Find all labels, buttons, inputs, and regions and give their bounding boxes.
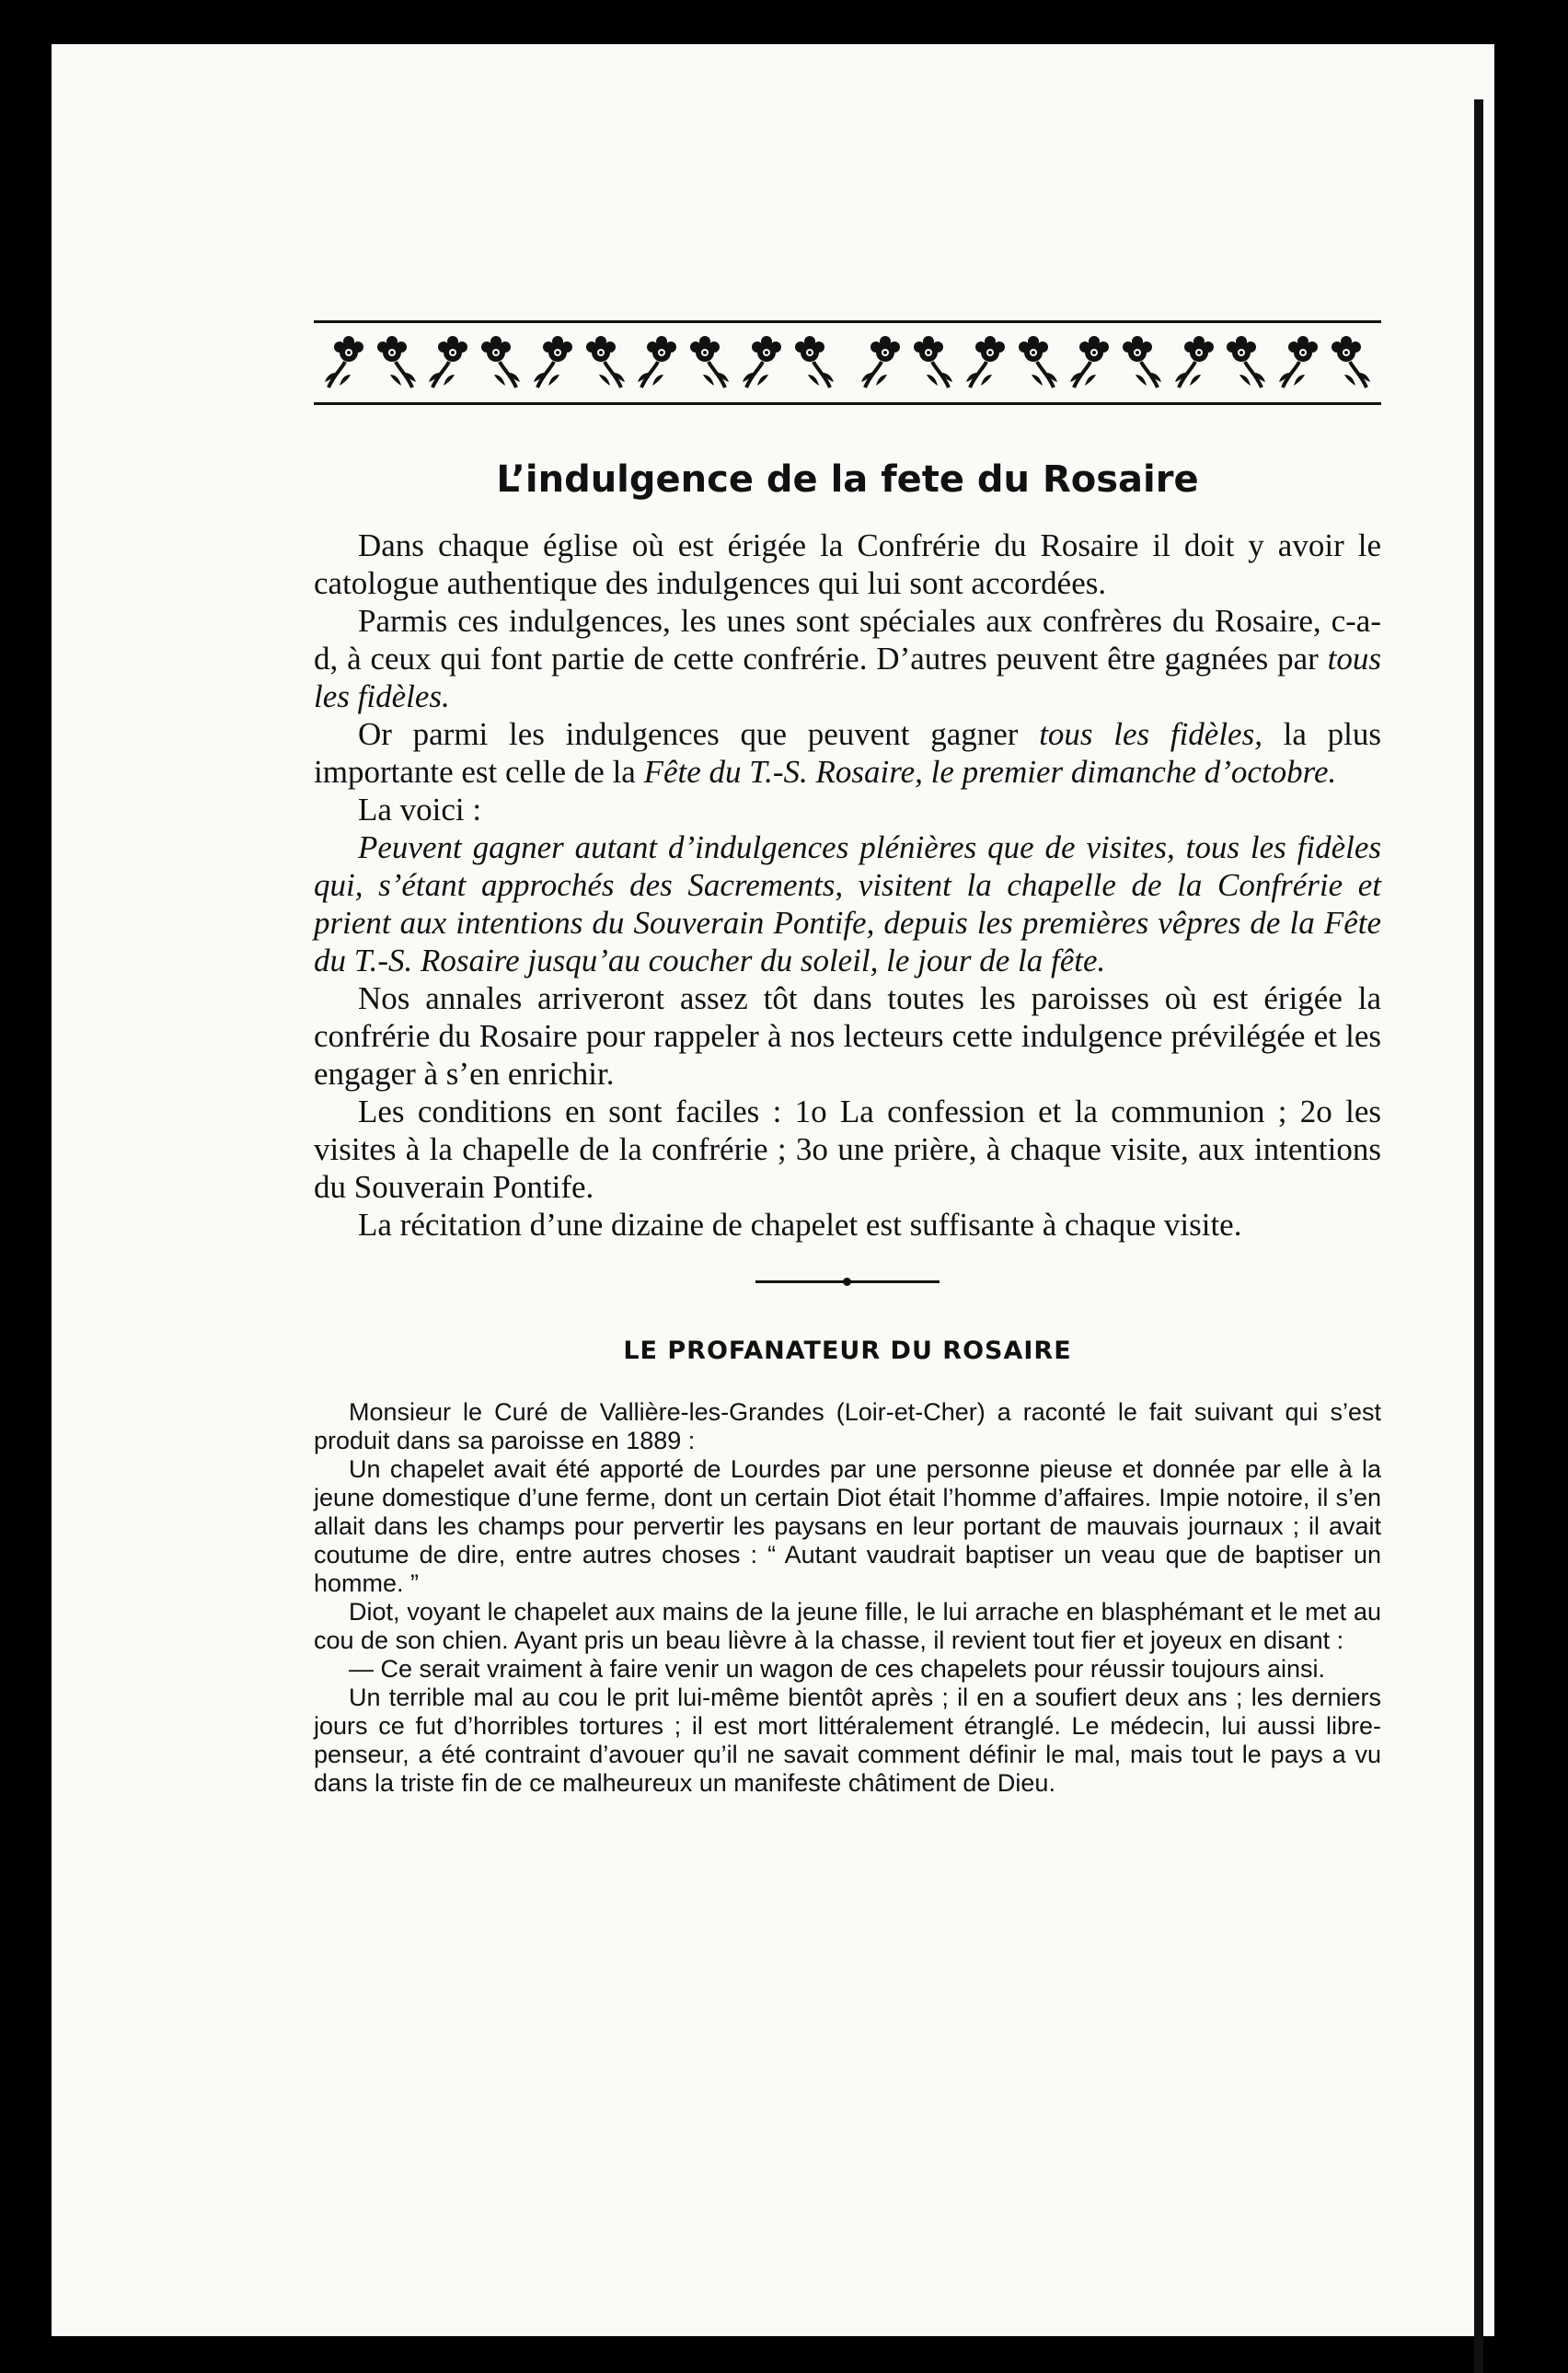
italic-span: tous les fidèles. — [314, 641, 1381, 714]
flower-ornament-icon — [582, 334, 628, 391]
story-paragraph: Un terrible mal au cou le prit lui-même bientôt après ; il en a soufiert deux ans ; les derniers jours ce fut d’horribles tortures ; il est mort littéralement étranglé. Le médecin, lui aussi libre-penseur, a été contraint d’avouer qu’il ne savait comment définir le mal, mais tout le pays a vu dans la triste fin de ce malheureux un manifeste châtiment de Dieu. — [314, 1684, 1381, 1797]
article-title: L’indulgence de la fete du Rosaire — [496, 458, 1199, 501]
italic-span: tous les fidèles, — [1039, 716, 1262, 752]
text-span: Or parmi les indulgences que peuvent gagner — [358, 716, 1040, 752]
story-paragraph: — Ce serait vraiment à faire venir un wagon de ces chapelets pour réussir toujours ainsi. — [349, 1655, 1326, 1683]
flower-ornament-icon — [634, 334, 680, 391]
flower-ornament-icon — [1066, 334, 1113, 391]
flower-ornament-icon — [1328, 334, 1374, 391]
article-paragraph: La récitation d’une dizaine de chapelet est suffisante à chaque visite. — [358, 1207, 1242, 1243]
article-paragraph — [314, 715, 1381, 791]
document-page — [52, 44, 1494, 2336]
text-span: Parmis ces indulgences, les unes sont spéciales aux confrères du Rosaire, c-a-d, à ceux qui font partie de cette confrérie. D’autres peuvent être gagnées par — [314, 603, 1381, 677]
article-paragraph: Les conditions en sont faciles : 1o La confession et la communion ; 2o les visites à la chapelle de la confrérie ; 3o une prière, à chaque visite, aux intentions du Souverain Pontife. — [314, 1094, 1381, 1205]
flower-ornament-icon — [963, 334, 1009, 391]
article-paragraph-italic: Peuvent gagner autant d’indulgences plénières que de visites, tous les fidèles qui, s’étant approchés des Sacrements, visitent la chapelle de la Confrérie et prient aux intentions du Souverain Pontife, depuis les premières vêpres de la Fête du T.-S. Rosaire jusqu’au coucher du soleil, le jour de la fête. — [314, 829, 1381, 978]
page-edge-shadow — [1474, 99, 1483, 2373]
flower-ornament-icon — [686, 334, 732, 391]
floral-ornament-band — [314, 320, 1381, 405]
article-body — [314, 527, 1381, 1244]
article-paragraph — [314, 602, 1381, 715]
flower-ornament-icon — [1223, 334, 1269, 391]
story-paragraph: Un chapelet avait été apporté de Lourdes par une personne pieuse et donnée par elle à la jeune domestique d’une ferme, dont un certain Diot était l’homme d’affaires. Impie notoire, il s’en allait dans les champs pour pervertir les paysans en leur portant de mauvais journaux ; il avait coutume de dire, entre autres choses : “ Autant vaudrait baptiser un veau que de baptiser un homme. ” — [314, 1455, 1381, 1597]
flower-ornament-icon — [374, 334, 420, 391]
flower-ornament-icon — [321, 334, 367, 391]
flower-ornament-icon — [1275, 334, 1321, 391]
italic-span: Fête du T.-S. Rosaire, le premier dimanche d’octobre. — [643, 754, 1337, 790]
flower-ornament-icon — [530, 334, 576, 391]
flower-ornament-icon — [910, 334, 956, 391]
flower-ornament-icon — [425, 334, 471, 391]
divider-dot — [843, 1278, 851, 1286]
flower-ornament-icon — [1171, 334, 1217, 391]
page-content — [314, 320, 1381, 1798]
article-paragraph: Nos annales arriveront assez tôt dans toutes les paroisses où est érigée la confrérie du Rosaire pour rappeler à nos lecteurs cette indulgence prévilégée et les engager à s’en enrichir. — [314, 980, 1381, 1092]
flower-ornament-icon — [1119, 334, 1165, 391]
article-paragraph: Dans chaque église où est érigée la Confrérie du Rosaire il doit y avoir le catologue authentique des indulgences qui lui sont accordées. — [314, 527, 1381, 601]
story-paragraph: Monsieur le Curé de Vallière-les-Grandes (Loir-et-Cher) a raconté le fait suivant qui s’est produit dans sa paroisse en 1889 : — [314, 1398, 1381, 1454]
section-divider — [755, 1280, 940, 1283]
story-paragraph: Diot, voyant le chapelet aux mains de la jeune fille, le lui arrache en blasphémant et le met au cou de son chien. Ayant pris un beau lièvre à la chasse, il revient tout fier et joyeux en disant : — [314, 1598, 1381, 1654]
flower-ornament-icon — [1015, 334, 1061, 391]
article-paragraph: La voici : — [358, 792, 482, 828]
flower-ornament-icon — [791, 334, 837, 391]
flower-ornament-icon — [478, 334, 524, 391]
story-title: LE PROFANATEUR DU ROSAIRE — [623, 1337, 1072, 1365]
flower-ornament-icon — [858, 334, 904, 391]
flower-ornament-icon — [739, 334, 785, 391]
text-span: la plus importante est celle de la — [314, 716, 1381, 790]
story-body — [314, 1398, 1381, 1798]
